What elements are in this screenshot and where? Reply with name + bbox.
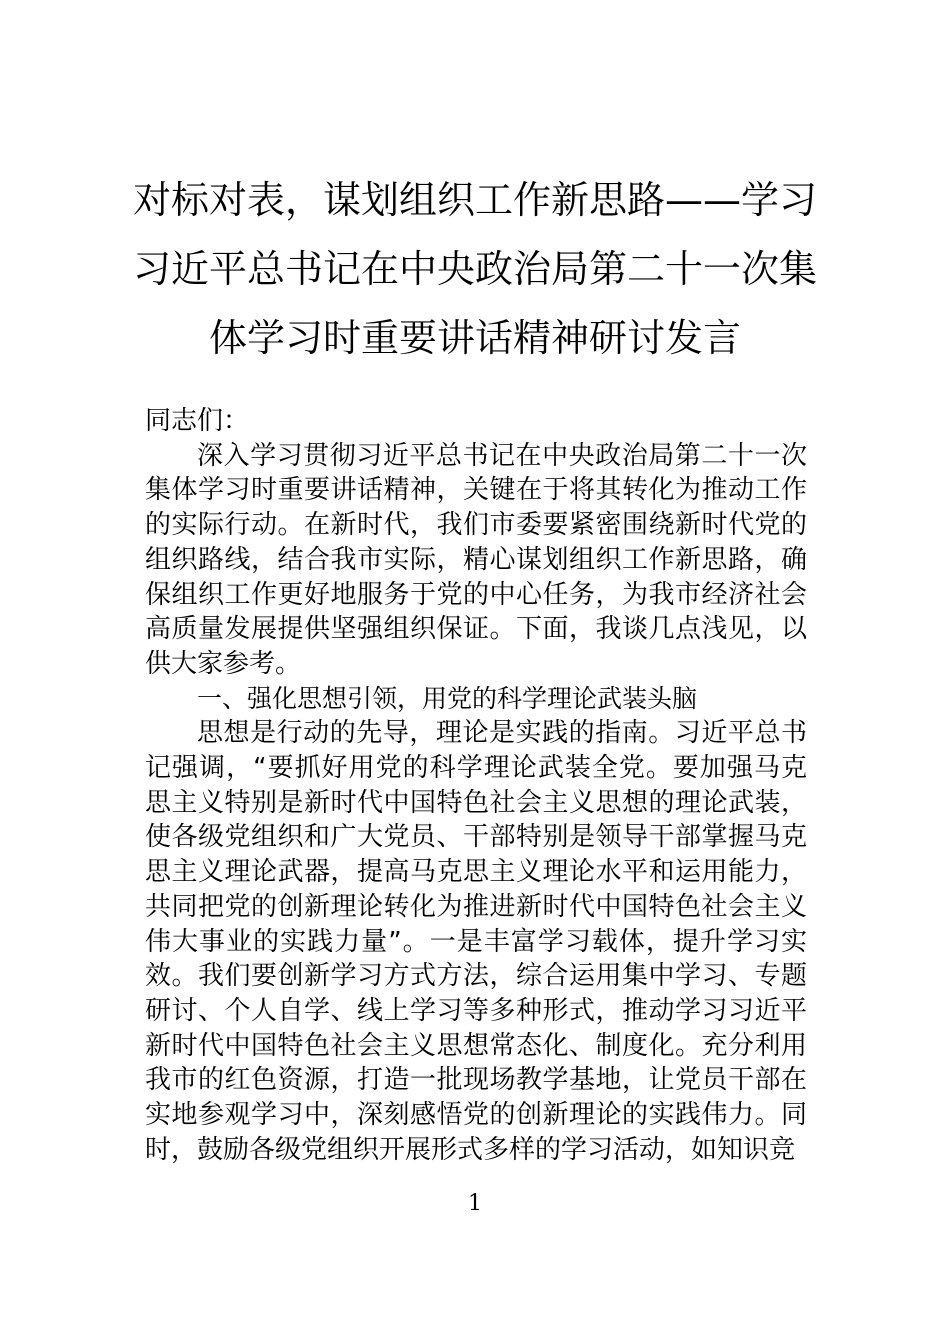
page-number: 1 [468,1191,482,1216]
salutation: 同志们： [145,406,250,436]
title-line-2: 习近平总书记在中央政治局第二十一次集 [132,247,817,291]
paragraph-section-1: 思想是行动的先导，理论是实践的指南。习近平总书记强调，“要抓好用党的科学理论武装全党。要加强马克思主义特别是新时代中国特色社会主义思想的理论武装，使各级党组织和广大党员、干部特别是领导干部掌握马克思主义理论武器，提高马克思主义理论水平和运用能力，共同把党的创新理论转化为推进新时代中国特色社会主义伟大事业的实践力量”。一是丰富学习载体，提升学习实效。我们要创新学习方式方法，综合运用集中学习、专题研讨、个人自学、线上学习等多种形式，推动学习习近平新时代中国特色社会主义思想常态化、制度化。充分利用我市的红色资源，打造一批现场教学基地，让党员干部在实地参观学习中，深刻感悟党的创新理论的实践伟力。同时，鼓励各级党组织开展形式多样的学习活动，如知识竞 [145,718,807,1165]
document-body [145,404,807,1167]
section-heading-1: 一、强化思想引领，用党的科学理论武装头脑 [197,683,698,713]
paragraph-intro: 深入学习贯彻习近平总书记在中央政治局第二十一次集体学习时重要讲话精神，关键在于将其转化为推动工作的实际行动。在新时代，我们市委要紧密围绕新时代党的组织路线，结合我市实际，精心谋划组织工作新思路，确保组织工作更好地服务于党的中心任务，为我市经济社会高质量发展提供坚强组织保证。下面，我谈几点浅见，以供大家参考。 [145,440,807,679]
document-title [120,166,830,373]
title-line-1: 对标对表，谋划组织工作新思路——学习 [132,178,817,222]
title-line-3: 体学习时重要讲话精神研讨发言 [208,316,741,360]
